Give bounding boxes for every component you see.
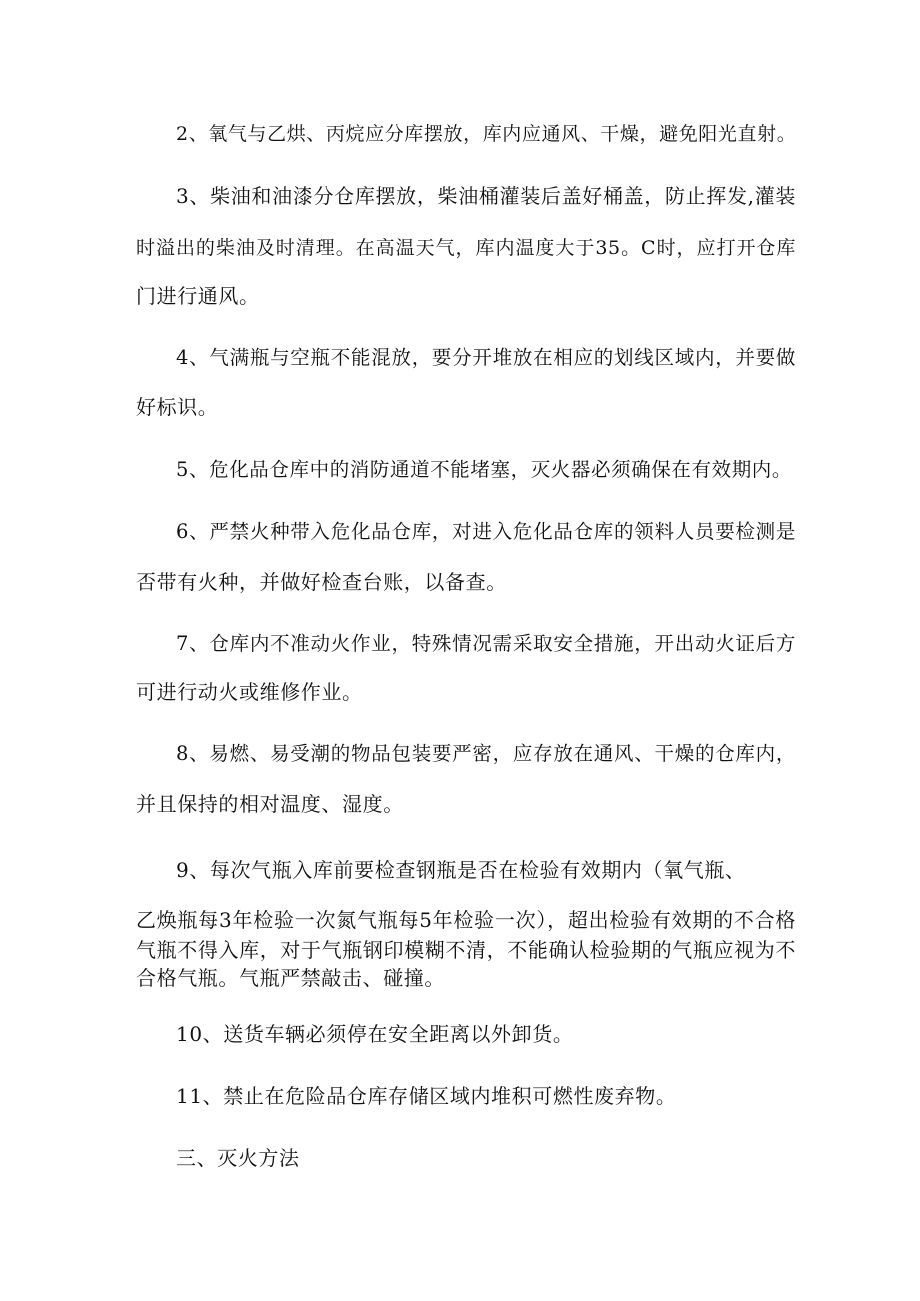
section-heading: 三、灭火方法 bbox=[176, 1146, 300, 1170]
paragraph-3-line-1: 3、柴油和油漆分仓库摆放，柴油桶灌装后盖好桶盖，防止挥发,灌装 bbox=[176, 184, 796, 208]
paragraph-9-line-4: 合格气瓶。气瓶严禁敲击、碰撞。 bbox=[136, 966, 445, 990]
paragraph-9-line-1: 9、每次气瓶入库前要检查钢瓶是否在检验有效期内（氧气瓶、 bbox=[176, 858, 746, 882]
paragraph-7-line-1: 7、仓库内不准动火作业，特殊情况需采取安全措施，开出动火证后方 bbox=[176, 632, 796, 655]
paragraph-4-line-1: 4、气满瓶与空瓶不能混放，要分开堆放在相应的划线区域内，并要做 bbox=[176, 346, 796, 369]
paragraph-6-line-2: 否带有火种，并做好检查台账，以备查。 bbox=[136, 570, 507, 594]
paragraph-8-line-1: 8、易燃、易受潮的物品包装要严密，应存放在通风、干燥的仓库内， bbox=[176, 742, 796, 765]
paragraph-5-line-1: 5、危化品仓库中的消防通道不能堵塞，灭火器必须确保在有效期内。 bbox=[176, 458, 793, 481]
paragraph-3-line-2: 时溢出的柴油及时清理。在高温天气，库内温度大于35。C时，应打开仓库 bbox=[136, 237, 796, 259]
paragraph-8-line-2: 并且保持的相对温度、湿度。 bbox=[136, 792, 404, 816]
paragraph-6-line-1: 6、严禁火种带入危化品仓库，对进入危化品仓库的领料人员要检测是 bbox=[176, 520, 796, 543]
paragraph-9-line-2: 乙焕瓶每3年检验一次氮气瓶每5年检验一次），超出检验有效期的不合格 bbox=[136, 908, 796, 932]
paragraph-10-line-1: 10、送货车辆必须停在安全距离以外卸货。 bbox=[176, 1022, 574, 1046]
paragraph-3-line-3: 门进行通风。 bbox=[136, 284, 260, 308]
paragraph-7-line-2: 可进行动火或维修作业。 bbox=[136, 680, 363, 704]
paragraph-9-line-3: 气瓶不得入库，对于气瓶钢印模糊不清，不能确认检验期的气瓶应视为不 bbox=[136, 938, 796, 962]
paragraph-11-line-1: 11、禁止在危险品仓库存储区域内堆积可燃性废弃物。 bbox=[176, 1084, 677, 1108]
paragraph-2-line-1: 2、氧气与乙烘、丙烷应分库摆放，库内应通风、干燥，避免阳光直射。 bbox=[176, 123, 797, 145]
paragraph-4-line-2: 好标识。 bbox=[136, 395, 219, 419]
